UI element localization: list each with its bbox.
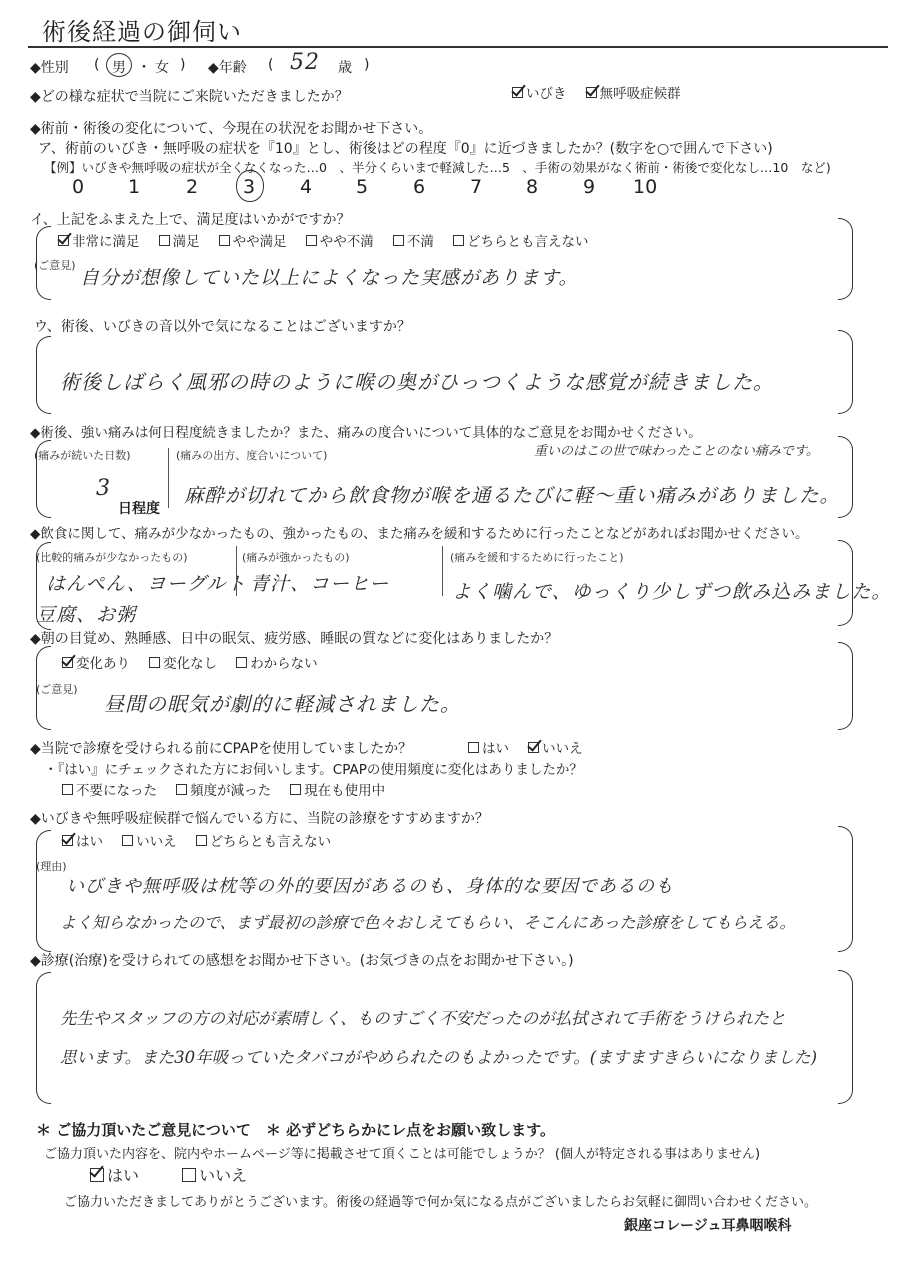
q-cpap: ◆当院で診療を受けられる前にCPAPを使用していましたか？ (30, 741, 413, 757)
q-other: ウ、術後、いびきの音以外で気になることはございますか？ (34, 319, 411, 335)
scale-0[interactable]: 0 (72, 176, 85, 198)
option-cpap-no[interactable]: いいえ (528, 737, 583, 757)
age-value[interactable]: 52 (290, 50, 320, 75)
title-underline (28, 46, 888, 48)
page-title: 術後経過の御伺い (42, 18, 242, 46)
option-unknown[interactable]: わからない (236, 652, 318, 672)
reason-label: (理由) (36, 860, 67, 873)
checkbox-icon[interactable] (219, 235, 230, 246)
checkbox-icon[interactable] (58, 235, 69, 246)
gender-male[interactable]: 男 (112, 60, 126, 76)
checkbox-icon[interactable] (90, 1168, 104, 1182)
q-change-example: 【例】いびきや無呼吸の症状が全くなくなった…0 、半分くらいまで軽減した…5 、手術の効果がなく術前・術後で変化なし…10 など) (44, 160, 831, 175)
opinion-label: (ご意見) (34, 259, 76, 272)
checkbox-icon[interactable] (512, 87, 523, 98)
sleep-opinion-label: (ご意見) (36, 683, 78, 696)
checkbox-icon[interactable] (62, 657, 73, 668)
food-less-line2[interactable]: 豆腐、お粥 (36, 604, 137, 626)
food-less-line1[interactable]: はんぺん、ヨーグルト (46, 573, 247, 595)
food-relief[interactable]: よく噛んで、ゆっくり少しずつ飲み込みました。 (452, 581, 892, 603)
checkbox-icon[interactable] (393, 235, 404, 246)
option-publish-yes[interactable]: はい (90, 1163, 139, 1186)
sleep-opinion[interactable]: 昼間の眠気が劇的に軽減されました。 (104, 692, 461, 716)
checkbox-icon[interactable] (176, 784, 187, 795)
pain-answer[interactable]: 麻酔が切れてから飲食物が喉を通るたびに軽〜重い痛みがありました。 (184, 484, 841, 507)
q-impression: ◆診療(治療)を受けられての感想をお聞かせ下さい。(お気づきの点をお聞かせ下さい。) (30, 953, 574, 969)
q-change-sub: ア、術前のいびき・無呼吸の症状を『10』とし、術後はどの程度『0』に近づきましたか？(数字を○で囲んで下さい) (38, 141, 773, 157)
option-ibiki[interactable]: いびき (512, 82, 567, 102)
gender-sep: ・ (137, 60, 151, 76)
footer-note1: ＊ ご協力頂いたご意見について ＊ 必ずどちらかにレ点をお願い致します。 (36, 1121, 555, 1139)
option-somewhat-dissatisfied[interactable]: やや不満 (306, 230, 374, 250)
food-less-label: (比較的痛みが少なかったもの) (36, 551, 188, 564)
option-satisfied[interactable]: 満足 (159, 230, 200, 250)
checkbox-icon[interactable] (159, 235, 170, 246)
option-no-longer-needed[interactable]: 不要になった (62, 779, 157, 799)
checkbox-icon[interactable] (62, 835, 73, 846)
checkbox-icon[interactable] (62, 784, 73, 795)
gender-label: ◆性別 (30, 60, 69, 76)
checkbox-icon[interactable] (586, 87, 597, 98)
option-cpap-yes[interactable]: はい (468, 737, 509, 757)
option-less-frequent[interactable]: 頻度が減った (176, 779, 271, 799)
q-pain: ◆術後、強い痛みは何日程度続きましたか？また、痛みの度合いについて具体的なご意見をお聞かせください。 (30, 425, 702, 441)
checkbox-icon[interactable] (453, 235, 464, 246)
checkbox-icon[interactable] (290, 784, 301, 795)
footer-note2: ご協力頂いた内容を、院内やホームページ等に掲載させて頂くことは可能でしょうか？ (個人が特定される事はありません) (44, 1147, 761, 1162)
age-label: ◆年齢 (208, 60, 247, 76)
q-sleep: ◆朝の目覚め、熟睡感、日中の眠気、疲労感、睡眠の質などに変化はありましたか？ (30, 631, 559, 647)
q-cpap-sub: ・『はい』にチェックされた方にお伺いします。CPAPの使用頻度に変化はありましたか？ (44, 762, 583, 778)
option-very-satisfied[interactable]: 非常に満足 (58, 230, 140, 250)
option-recommend-no[interactable]: いいえ (122, 830, 177, 850)
food-strong-label: (痛みが強かったもの) (242, 551, 350, 564)
option-publish-no[interactable]: いいえ (182, 1163, 247, 1186)
reason-line1[interactable]: いびきや無呼吸は枕等の外的要因があるのも、身体的な要因であるのも (66, 876, 674, 897)
scale-2[interactable]: 2 (186, 176, 199, 198)
footer-thanks: ご協力いただきましてありがとうございます。術後の経過等で何か気になる点がございましたらお気軽に御問い合わせください。 (64, 1195, 817, 1210)
food-strong[interactable]: 青汁、コーヒー (250, 573, 390, 595)
checkbox-icon[interactable] (149, 657, 160, 668)
option-no-change[interactable]: 変化なし (149, 652, 217, 672)
impression-line2[interactable]: 思います。また30年吸っていたタバコがやめられたのもよかったです。(ますますきらいになりました) (60, 1048, 818, 1067)
impression-line1[interactable]: 先生やスタッフの方の対応が素晴しく、ものすごく不安だったのが払拭されて手術をうけられたと (60, 1009, 786, 1028)
age-unit: 歳 (338, 60, 352, 76)
scale-6[interactable]: 6 (413, 176, 426, 198)
q-symptom: ◆どの様な症状で当院にご来院いただきましたか？ (30, 89, 349, 105)
checkbox-icon[interactable] (196, 835, 207, 846)
option-recommend-neither[interactable]: どちらとも言えない (196, 830, 332, 850)
scale-4[interactable]: 4 (300, 176, 313, 198)
other-answer[interactable]: 術後しばらく風邪の時のように喉の奥がひっつくような感覚が続きました。 (60, 370, 774, 394)
scale-8[interactable]: 8 (526, 176, 539, 198)
option-recommend-yes[interactable]: はい (62, 830, 103, 850)
reason-line2[interactable]: よく知らなかったので、まず最初の診療で色々おしえてもらい、そこんにあった診療をしてもらえる。 (60, 913, 796, 932)
pain-days-value[interactable]: 3 (96, 476, 111, 501)
scale-selected-circle (236, 170, 264, 202)
gender-male-circle (106, 53, 132, 77)
option-changed[interactable]: 変化あり (62, 652, 130, 672)
scale-5[interactable]: 5 (356, 176, 369, 198)
scale-9[interactable]: 9 (583, 176, 596, 198)
q-food: ◆飲食に関して、痛みが少なかったもの、強かったもの、また痛みを緩和するために行ったことなどがあればお聞かせください。 (30, 526, 809, 542)
gender-female[interactable]: 女 (155, 60, 169, 76)
checkbox-icon[interactable] (182, 1168, 196, 1182)
checkbox-icon[interactable] (122, 835, 133, 846)
option-still-using[interactable]: 現在も使用中 (290, 779, 385, 799)
checkbox-icon[interactable] (306, 235, 317, 246)
satisfaction-opinion[interactable]: 自分が想像していた以上によくなった実感があります。 (80, 267, 579, 289)
checkbox-icon[interactable] (236, 657, 247, 668)
scale-3[interactable]: 3 (243, 176, 256, 198)
option-neither[interactable]: どちらとも言えない (453, 230, 589, 250)
pain-note[interactable]: 重いのはこの世で味わったことのない痛みです。 (534, 444, 819, 459)
food-relief-label: (痛みを緩和するために行ったこと) (450, 551, 624, 564)
scale-1[interactable]: 1 (128, 176, 141, 198)
checkbox-icon[interactable] (468, 742, 479, 753)
scale-7[interactable]: 7 (470, 176, 483, 198)
scale-10[interactable]: 10 (633, 176, 658, 198)
pain-days-unit: 日程度 (118, 501, 160, 517)
q-recommend: ◆いびきや無呼吸症候群で悩んでいる方に、当院の診療をすすめますか？ (30, 811, 489, 827)
pain-detail-label: (痛みの出方、度合いについて) (176, 449, 328, 462)
pain-days-label: (痛みが続いた日数) (34, 449, 131, 462)
checkbox-icon[interactable] (528, 742, 539, 753)
option-dissatisfied[interactable]: 不満 (393, 230, 434, 250)
q-change: ◆術前・術後の変化について、今現在の状況をお聞かせ下さい。 (30, 121, 433, 137)
clinic-name: 銀座コレージュ耳鼻咽喉科 (624, 1218, 792, 1234)
q-satisfaction: イ、上記をふまえた上で、満足度はいかがですか？ (30, 212, 351, 228)
option-apnea[interactable]: 無呼吸症候群 (586, 82, 681, 102)
option-somewhat-satisfied[interactable]: やや満足 (219, 230, 287, 250)
